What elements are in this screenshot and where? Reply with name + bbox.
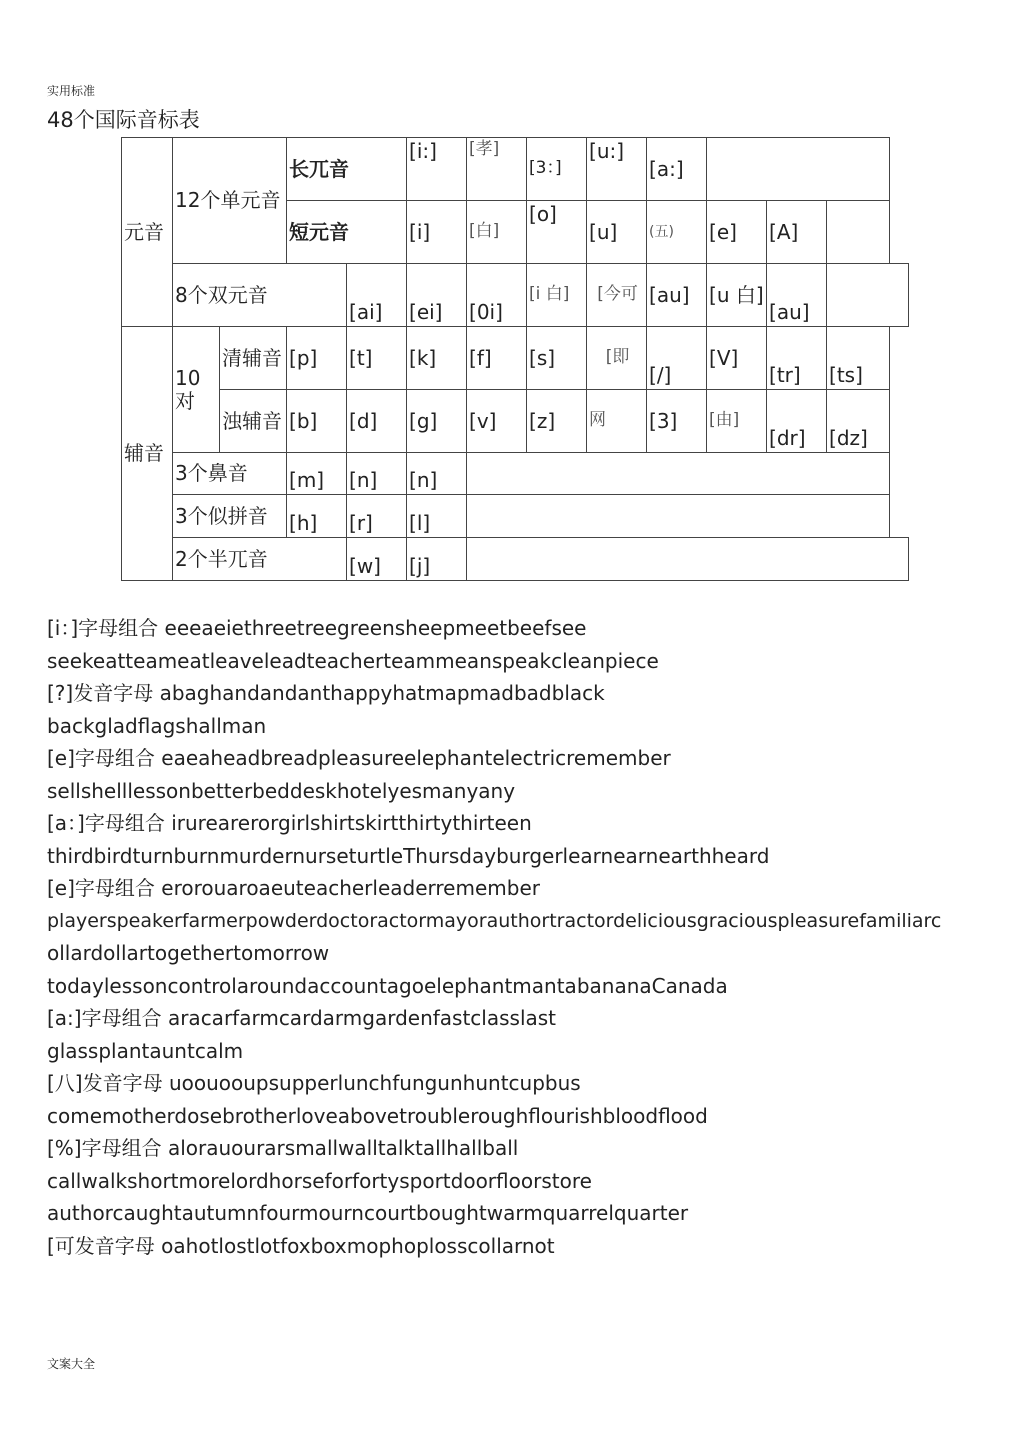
ipa-cell: [au] bbox=[647, 264, 707, 327]
ipa-cell: [e] bbox=[707, 201, 767, 264]
ipa-cell: [g] bbox=[407, 390, 467, 453]
empty-cell bbox=[827, 264, 909, 327]
ipa-cell: [h] bbox=[287, 495, 347, 538]
long-vowel-label: 长兀音 bbox=[287, 138, 407, 201]
example-line: callwalkshortmorelordhorseforfortysportdoorfloorstore bbox=[47, 1168, 592, 1193]
page-footer: 文案大全 bbox=[47, 1357, 96, 1371]
nasal-row bbox=[122, 453, 909, 495]
ipa-cell: [A] bbox=[767, 201, 827, 264]
voiceless-row bbox=[122, 327, 909, 390]
example-line: seekeatteameatleaveleadteacherteammeanspeakcleanpiece bbox=[47, 648, 659, 673]
diphthong-label: 8个双元音 bbox=[173, 264, 347, 327]
ipa-cell: [s] bbox=[527, 327, 587, 390]
examples-section bbox=[47, 612, 977, 1262]
ipa-cell: [即 bbox=[587, 327, 647, 390]
ipa-cell: [/] bbox=[647, 327, 707, 390]
example-line: comemotherdosebrotherloveabovetroubleroughflourishbloodflood bbox=[47, 1103, 708, 1128]
ipa-cell: [w] bbox=[347, 538, 407, 581]
ipa-cell: [o] bbox=[527, 201, 587, 264]
example-line: playerspeakerfarmerpowderdoctoractormayorauthortractordeliciousgraciouspleasurefamiliarc bbox=[47, 909, 942, 932]
example-line: authorcaughtautumnfourmourncourtboughtwarmquarrelquarter bbox=[47, 1201, 689, 1225]
ipa-cell: [u:] bbox=[587, 138, 647, 201]
example-line: thirdbirdturnburnmurdernurseturtleThursdayburgerlearnearnearthheard bbox=[47, 843, 770, 868]
ipa-cell: [i 白] bbox=[527, 264, 587, 327]
example-line: sellshelllessonbetterbeddeskhotelyesmanyany bbox=[47, 778, 516, 803]
ipa-cell: (五) bbox=[647, 201, 707, 264]
semivowel-label: 2个半兀音 bbox=[173, 538, 347, 581]
ipa-cell: [d] bbox=[347, 390, 407, 453]
example-line: [a:]字母组合 aracarfarmcardarmgardenfastclasslast bbox=[47, 1006, 557, 1030]
ipa-cell: [m] bbox=[287, 453, 347, 495]
semivowel-row bbox=[122, 538, 909, 581]
ipa-cell: [f] bbox=[467, 327, 527, 390]
ipa-chart-table bbox=[121, 137, 909, 581]
example-line: [%]字母组合 alorauourarsmallwalltalktallhallball bbox=[47, 1136, 519, 1160]
example-line: [e]字母组合 erorouaroaeuteacherleaderremember bbox=[47, 876, 540, 900]
example-line: glassplantauntcalm bbox=[47, 1038, 244, 1063]
ipa-cell: [今可 bbox=[587, 264, 647, 327]
ipa-cell: [au] bbox=[767, 264, 827, 327]
ipa-cell: [ei] bbox=[407, 264, 467, 327]
vowel-category: 元音 bbox=[122, 138, 173, 327]
voiceless-label: 清辅音 bbox=[220, 327, 287, 390]
ipa-cell: [tr] bbox=[767, 327, 827, 390]
long-vowel-row bbox=[122, 138, 909, 201]
example-line: [八]发音字母 uoouooupsupperlunchfungunhuntcupbus bbox=[47, 1071, 581, 1095]
document-title: 48个国际音标表 bbox=[47, 108, 200, 132]
example-line: backgladflagshallman bbox=[47, 713, 267, 738]
example-line: todaylessoncontrolaroundaccountagoelephantmantabananaCanada bbox=[47, 973, 728, 998]
ipa-cell: [l] bbox=[407, 495, 467, 538]
ipa-cell: [t] bbox=[347, 327, 407, 390]
ipa-cell: [p] bbox=[287, 327, 347, 390]
example-line: [?]发音字母 abaghandandanthappyhatmapmadbadblack bbox=[47, 681, 605, 705]
ipa-cell: [ai] bbox=[347, 264, 407, 327]
example-line: [e]字母组合 eaeaheadbreadpleasureelephantelectricremember bbox=[47, 746, 671, 770]
empty-cell bbox=[827, 201, 890, 264]
ipa-cell: [dz] bbox=[827, 390, 890, 453]
ipa-cell: [b] bbox=[287, 390, 347, 453]
ipa-cell: 网 bbox=[587, 390, 647, 453]
voiced-label: 浊辅音 bbox=[220, 390, 287, 453]
ipa-cell: [u] bbox=[587, 201, 647, 264]
ipa-cell: [j] bbox=[407, 538, 467, 581]
ipa-cell: [3] bbox=[647, 390, 707, 453]
ipa-cell: [孝] bbox=[467, 138, 527, 201]
liquid-row bbox=[122, 495, 909, 538]
ipa-cell: [n] bbox=[347, 453, 407, 495]
liquid-label: 3个似拼音 bbox=[173, 495, 287, 538]
ipa-cell: [z] bbox=[527, 390, 587, 453]
page-header: 实用标准 bbox=[47, 84, 96, 98]
ipa-cell: [白] bbox=[467, 201, 527, 264]
ipa-cell: [k] bbox=[407, 327, 467, 390]
consonant-category: 辅音 bbox=[122, 327, 173, 581]
ipa-cell: [V] bbox=[707, 327, 767, 390]
ipa-cell: [r] bbox=[347, 495, 407, 538]
pairs-label: 10对 bbox=[173, 327, 220, 453]
example-line: [i：]字母组合 eeeaeiethreetreegreensheepmeetbeefsee bbox=[47, 616, 587, 640]
ipa-cell: [n] bbox=[407, 453, 467, 495]
ipa-cell: [i:] bbox=[407, 138, 467, 201]
empty-cell bbox=[467, 453, 890, 495]
ipa-cell: [u 白] bbox=[707, 264, 767, 327]
ipa-cell: [dr] bbox=[767, 390, 827, 453]
diphthong-row bbox=[122, 264, 909, 327]
ipa-cell: [3：] bbox=[527, 138, 587, 201]
ipa-cell: [由] bbox=[707, 390, 767, 453]
ipa-cell: [i] bbox=[407, 201, 467, 264]
empty-cell bbox=[707, 138, 890, 201]
ipa-cell: [v] bbox=[467, 390, 527, 453]
short-vowel-label: 短元音 bbox=[287, 201, 407, 264]
nasal-label: 3个鼻音 bbox=[173, 453, 287, 495]
empty-cell bbox=[467, 495, 890, 538]
monophthong-label: 12个单元音 bbox=[173, 138, 287, 264]
example-line: [可发音字母 oahotlostlotfoxboxmophoplosscollarnot bbox=[47, 1233, 555, 1258]
example-line: ollardollartogethertomorrow bbox=[47, 941, 330, 965]
ipa-cell: [ts] bbox=[827, 327, 890, 390]
voiced-row bbox=[122, 390, 909, 453]
empty-cell bbox=[467, 538, 909, 581]
ipa-cell: [0i] bbox=[467, 264, 527, 327]
ipa-cell: [a:] bbox=[647, 138, 707, 201]
example-line: [a：]字母组合 irurearerorgirlshirtskirtthirtythirteen bbox=[47, 811, 532, 835]
